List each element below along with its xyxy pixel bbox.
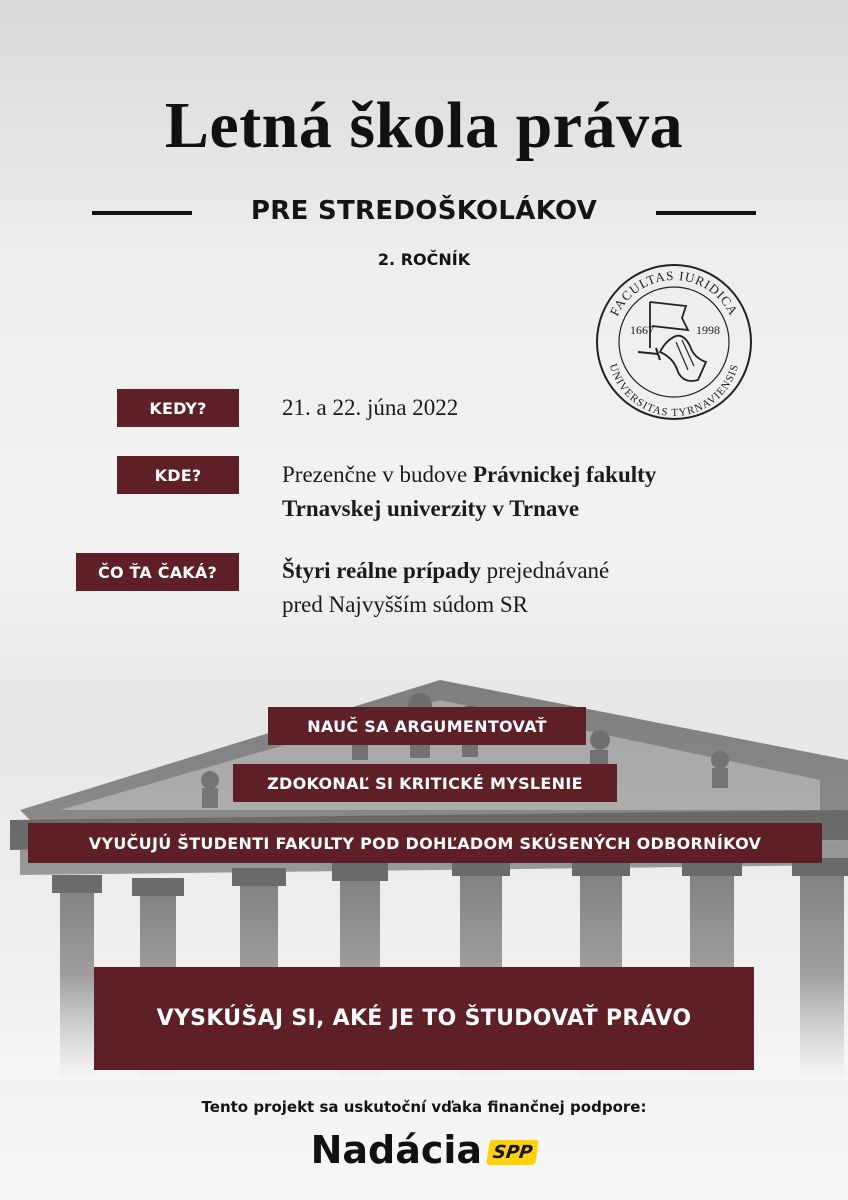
page-title: Letná škola práva <box>164 89 684 162</box>
content-rest-1: prejednávané <box>480 558 610 583</box>
content-rest-2: pred Najvyšším súdom SR <box>282 592 528 617</box>
what-tag: ČO ŤA ČAKÁ? <box>76 553 239 591</box>
svg-text:FACULTAS IURIDICA <box>607 268 742 318</box>
spp-logo-icon: SPP <box>486 1140 539 1165</box>
sponsor-name: Nadácia <box>310 1128 483 1172</box>
event-location <box>282 458 802 526</box>
subtitle: PRE STREDOŠKOLÁKOV <box>250 196 598 226</box>
event-date: 21. a 22. júna 2022 <box>282 395 459 420</box>
seal-text-bottom: UNIVERSITAS TYRNAVIENSIS <box>606 362 742 420</box>
location-faculty: Právnickej fakulty <box>472 462 657 487</box>
subtitle-divider-right <box>656 211 756 215</box>
where-tag: KDE? <box>117 456 239 494</box>
edition-label: 2. ROČNÍK <box>377 250 471 269</box>
feature-bar-teaching: VYUČUJÚ ŠTUDENTI FAKULTY POD DOHĽADOM SKÚSENÝCH ODBORNÍKOV <box>28 823 822 863</box>
seal-year-right: 1998 <box>696 323 720 337</box>
when-tag: KEDY? <box>117 389 239 427</box>
feature-bar-critical-thinking: ZDOKONAĽ SI KRITICKÉ MYSLENIE <box>233 764 617 802</box>
seal-year-left: 1667 <box>630 323 654 337</box>
content-bold: Štyri reálne prípady <box>282 558 481 583</box>
location-prefix: Prezenčne v budove <box>282 462 473 487</box>
sponsor-logo <box>0 1128 848 1172</box>
cta-banner: VYSKÚŠAJ SI, AKÉ JE TO ŠTUDOVAŤ PRÁVO <box>94 967 754 1070</box>
event-content <box>282 554 802 622</box>
feature-bar-argumentation: NAUČ SA ARGUMENTOVAŤ <box>268 707 586 745</box>
support-text: Tento projekt sa uskutoční vďaka finančnej podpore: <box>201 1098 647 1116</box>
location-university: Trnavskej univerzity v Trnave <box>282 496 580 521</box>
faculty-seal-icon <box>594 262 754 422</box>
seal-text-top: FACULTAS IURIDICA <box>606 267 742 319</box>
